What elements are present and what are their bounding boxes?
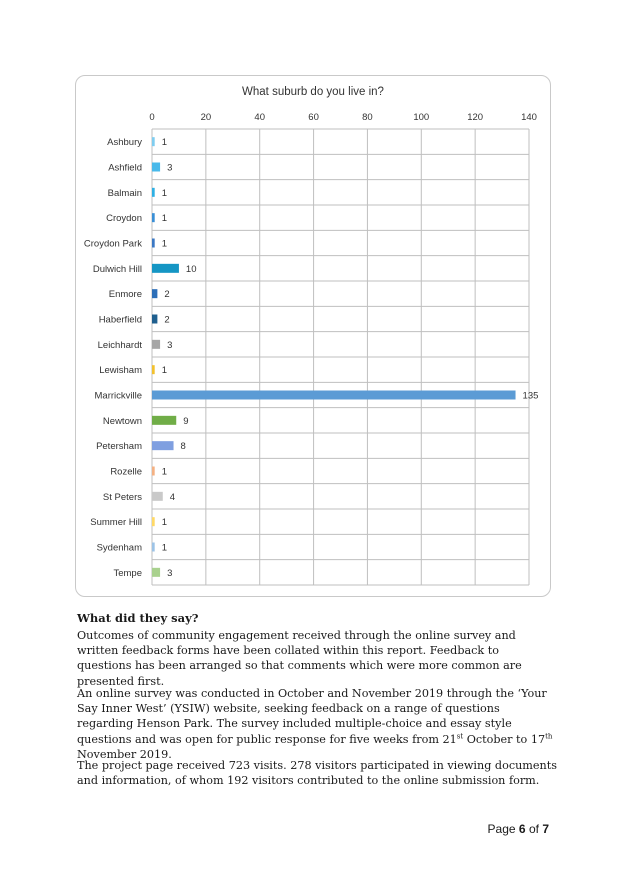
category-label: Marrickville	[94, 390, 142, 402]
chart-title: What suburb do you live in?	[242, 86, 384, 98]
paragraph-visits: The project page received 723 visits. 278 visitors participated in viewing documents and information, of whom 192 visitors contributed to the online submission form.	[77, 759, 557, 788]
footer-of-word: of	[528, 822, 539, 836]
value-label: 1	[161, 466, 167, 478]
bar-ashfield	[152, 163, 160, 172]
category-label: Dulwich Hill	[92, 263, 142, 275]
category-label: Croydon	[106, 213, 142, 225]
survey-sup-a: st	[456, 731, 464, 740]
x-tick-label: 120	[467, 112, 484, 123]
value-label: 1	[161, 517, 167, 529]
page-footer	[488, 822, 549, 836]
bar-haberfield	[152, 315, 157, 324]
footer-page-word: Page	[487, 822, 516, 836]
value-label: 3	[167, 162, 173, 174]
category-label: St Peters	[102, 491, 142, 503]
bar-petersham	[152, 441, 174, 450]
value-label: 4	[169, 491, 176, 503]
bar-croydon-park	[152, 239, 155, 248]
value-label: 3	[167, 567, 173, 579]
value-label: 1	[161, 238, 167, 250]
paragraph-survey	[77, 686, 557, 762]
category-label: Petersham	[96, 441, 142, 453]
category-label: Ashbury	[107, 137, 142, 149]
category-label: Balmain	[107, 187, 142, 199]
x-tick-label: 100	[413, 112, 430, 123]
value-label: 135	[522, 390, 539, 402]
survey-sup-b: th	[545, 731, 553, 740]
bar-croydon	[152, 213, 155, 222]
suburb-bar-chart	[75, 75, 551, 597]
category-label: Ashfield	[108, 162, 142, 174]
value-label: 9	[183, 415, 189, 427]
x-tick-label: 40	[254, 112, 266, 123]
bar-enmore	[152, 289, 157, 298]
value-label: 10	[185, 263, 197, 275]
value-label: 2	[164, 314, 170, 326]
bar-marrickville	[152, 391, 516, 400]
bar-rozelle	[152, 467, 155, 476]
category-label: Enmore	[108, 289, 142, 301]
value-label: 1	[161, 213, 167, 225]
category-label: Lewisham	[99, 365, 142, 377]
value-label: 2	[164, 289, 170, 301]
survey-text-a: An online survey was conducted in October and November 2019 through the ‘Your Say Inner West’ (YSIW) website, seeking feedback on a range of questions regarding Henson Park. The survey included multiple-choice and essay style questions and was open for public response for five weeks from 21	[77, 687, 547, 746]
value-label: 3	[167, 339, 173, 351]
survey-text-c: November 2019.	[77, 747, 172, 761]
category-label: Leichhardt	[97, 339, 142, 351]
value-label: 1	[161, 365, 167, 377]
value-label: 8	[180, 441, 186, 453]
bar-tempe	[152, 568, 160, 577]
category-label: Sydenham	[96, 542, 142, 554]
x-tick-label: 20	[200, 112, 212, 123]
footer-page-number: 6	[518, 822, 526, 836]
bar-leichhardt	[152, 340, 160, 349]
category-label: Summer Hill	[90, 517, 142, 529]
value-label: 1	[161, 542, 167, 554]
value-label: 1	[161, 187, 167, 199]
x-tick-label: 80	[362, 112, 373, 123]
section-heading: What did they say?	[77, 611, 199, 625]
footer-total-pages: 7	[542, 822, 549, 836]
x-tick-label: 60	[308, 112, 319, 123]
category-label: Newtown	[102, 415, 142, 427]
bar-lewisham	[152, 365, 155, 374]
survey-text-b: October to 17	[463, 732, 546, 746]
bar-newtown	[152, 416, 176, 425]
bar-dulwich-hill	[152, 264, 179, 273]
bar-ashbury	[152, 137, 155, 146]
category-label: Tempe	[113, 567, 142, 579]
bar-summer-hill	[152, 517, 155, 526]
bar-st-peters	[152, 492, 163, 501]
category-label: Haberfield	[98, 314, 142, 326]
category-label: Rozelle	[110, 466, 142, 478]
x-tick-label: 140	[521, 112, 537, 123]
value-label: 1	[161, 137, 167, 149]
bar-sydenham	[152, 543, 155, 552]
category-label: Croydon Park	[83, 238, 142, 250]
x-tick-label: 0	[149, 112, 155, 123]
paragraph-outcomes: Outcomes of community engagement received through the online survey and written feedback forms have been collated within this report. Feedback to questions has been arranged so that comments which were more common are presented first.	[77, 629, 522, 688]
bar-balmain	[152, 188, 155, 197]
